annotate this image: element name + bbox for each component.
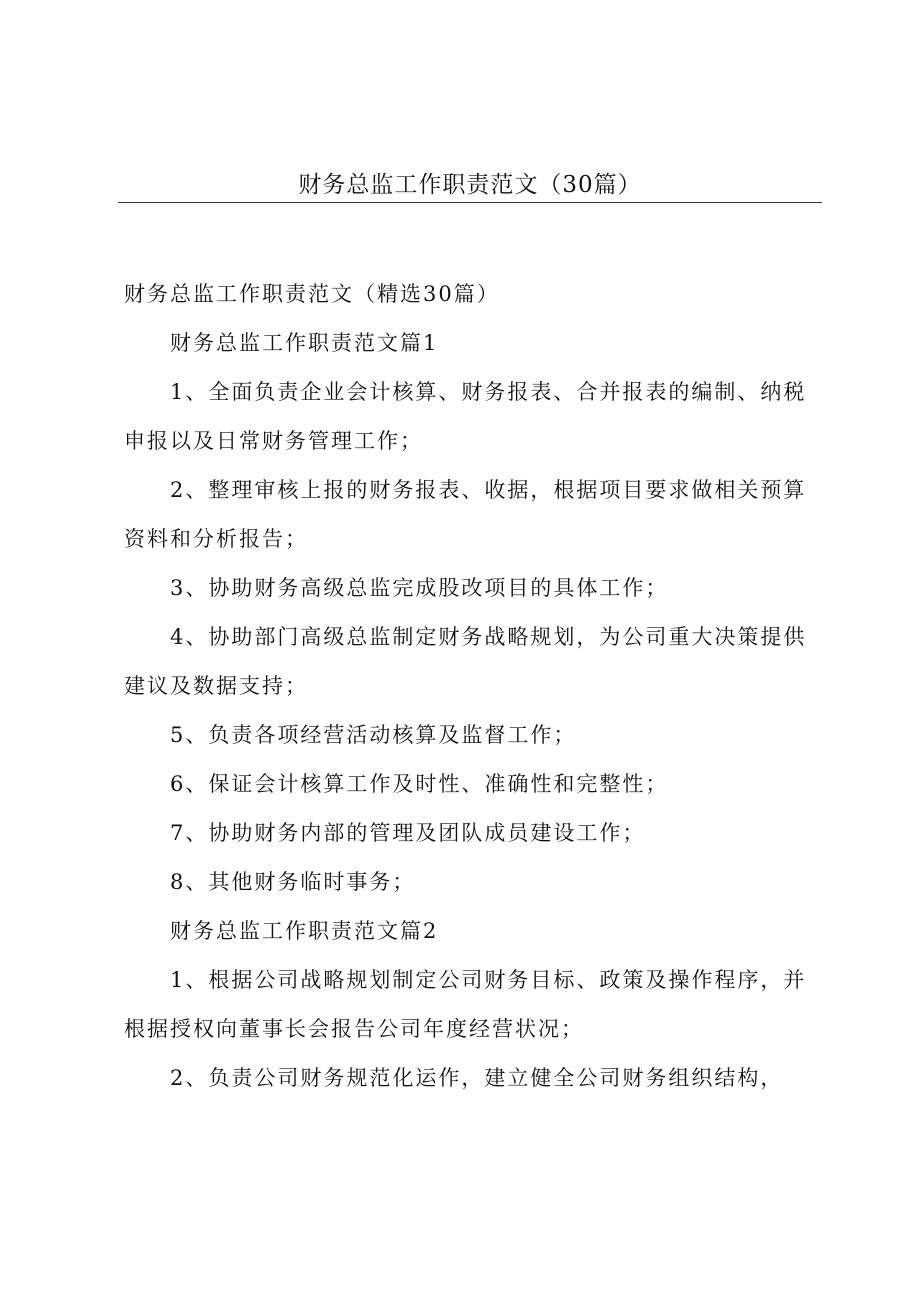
paragraph-line: 建议及数据支持； [124,674,308,698]
document-body [124,270,812,1103]
paragraph-line: 3、协助财务高级总监完成股改项目的具体工作； [170,576,669,600]
paragraph-line: 资料和分析报告； [124,527,308,551]
paragraph-line: 1、根据公司战略规划制定公司财务目标、政策及操作程序，并 [170,968,807,992]
list-item [124,760,812,809]
list-item [124,858,812,907]
list-item [124,613,812,711]
paragraph-line: 1、全面负责企业会计核算、财务报表、合并报表的编制、纳税 [170,380,807,404]
paragraph-line: 2、负责公司财务规范化运作，建立健全公司财务组织结构， [170,1066,784,1090]
paragraph-line: 5、负责各项经营活动核算及监督工作； [170,723,577,747]
paragraph-line: 根据授权向董事长会报告公司年度经营状况； [124,1017,584,1041]
section-heading: 财务总监工作职责范文篇2 [170,919,439,943]
section-heading: 财务总监工作职责范文篇1 [170,331,439,355]
paragraph-line: 8、其他财务临时事务； [170,870,416,894]
title-underline [118,202,822,203]
paragraph-line: 7、协助财务内部的管理及团队成员建设工作； [170,821,646,845]
list-item [124,368,812,466]
document-subtitle: 财务总监工作职责范文（精选30篇） [124,282,500,306]
paragraph-line: 6、保证会计核算工作及时性、准确性和完整性； [170,772,669,796]
list-item [124,711,812,760]
list-item [124,564,812,613]
list-item [124,466,812,564]
document-title: 财务总监工作职责范文（30篇） [298,172,642,198]
list-item [124,1054,812,1103]
list-item [124,956,812,1054]
paragraph-line: 2、整理审核上报的财务报表、收据，根据项目要求做相关预算 [170,478,807,502]
list-item [124,809,812,858]
paragraph-line: 申报以及日常财务管理工作； [124,429,423,453]
paragraph-line: 4、协助部门高级总监制定财务战略规划，为公司重大决策提供 [170,625,807,649]
